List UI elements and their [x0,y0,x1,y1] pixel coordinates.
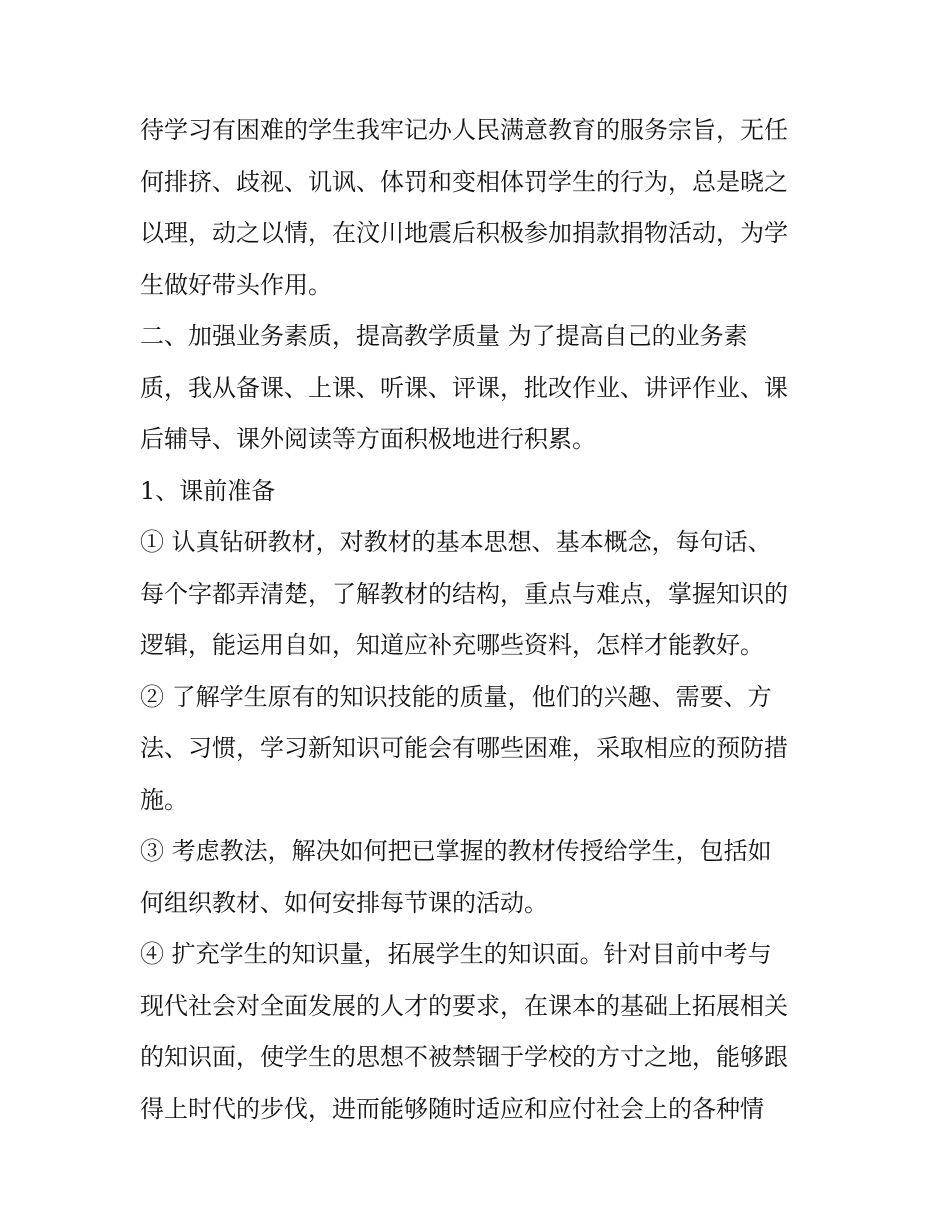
text-line: 何组织教材、如何安排每节课的活动。 [140,888,548,917]
text-line: 法、习惯，学习新知识可能会有哪些困难，采取相应的预防措 [140,734,788,762]
text-line: 待学习有困难的学生我牢记办人民满意教育的服务宗旨，无任 [140,116,788,144]
list-item-line: ① 认真钻研教材，对教材的基本思想、基本概念，每句话、 [140,528,772,556]
text-line: 质，我从备课、上课、听课、评课，批改作业、讲评作业、课 [140,373,788,402]
text-line: 后辅导、课外阅读等方面积极地进行积累。 [140,425,596,453]
subheading-line: 1、课前准备 [140,476,276,505]
text-line: 生做好带头作用。 [140,270,332,299]
list-item-line: ② 了解学生原有的知识技能的质量，他们的兴趣、需要、方 [140,682,772,711]
text-line: 逻辑，能运用自如，知道应补充哪些资料，怎样才能教好。 [140,631,764,659]
section-heading-line: 二、加强业务素质，提高教学质量 为了提高自己的业务素 [140,322,748,350]
document-body [140,105,820,1135]
list-item-line: ③ 考虑教法，解决如何把已掌握的教材传授给学生，包括如 [140,837,772,865]
text-line: 施。 [140,785,188,814]
text-line: 何排挤、歧视、讥讽、体罚和变相体罚学生的行为，总是晓之 [140,167,788,196]
list-item-line: ④ 扩充学生的知识量，拓展学生的知识面。针对目前中考与 [140,940,772,968]
text-line: 的知识面，使学生的思想不被禁锢于学校的方寸之地，能够跟 [140,1043,788,1071]
text-line: 现代社会对全面发展的人才的要求，在课本的基础上拓展相关 [140,991,788,1020]
text-line: 以理，动之以情，在汶川地震后积极参加捐款捐物活动，为学 [140,219,788,247]
text-line: 每个字都弄清楚，了解教材的结构，重点与难点，掌握知识的 [140,579,788,608]
text-line: 得上时代的步伐，进而能够随时适应和应付社会上的各种情 [140,1094,764,1123]
